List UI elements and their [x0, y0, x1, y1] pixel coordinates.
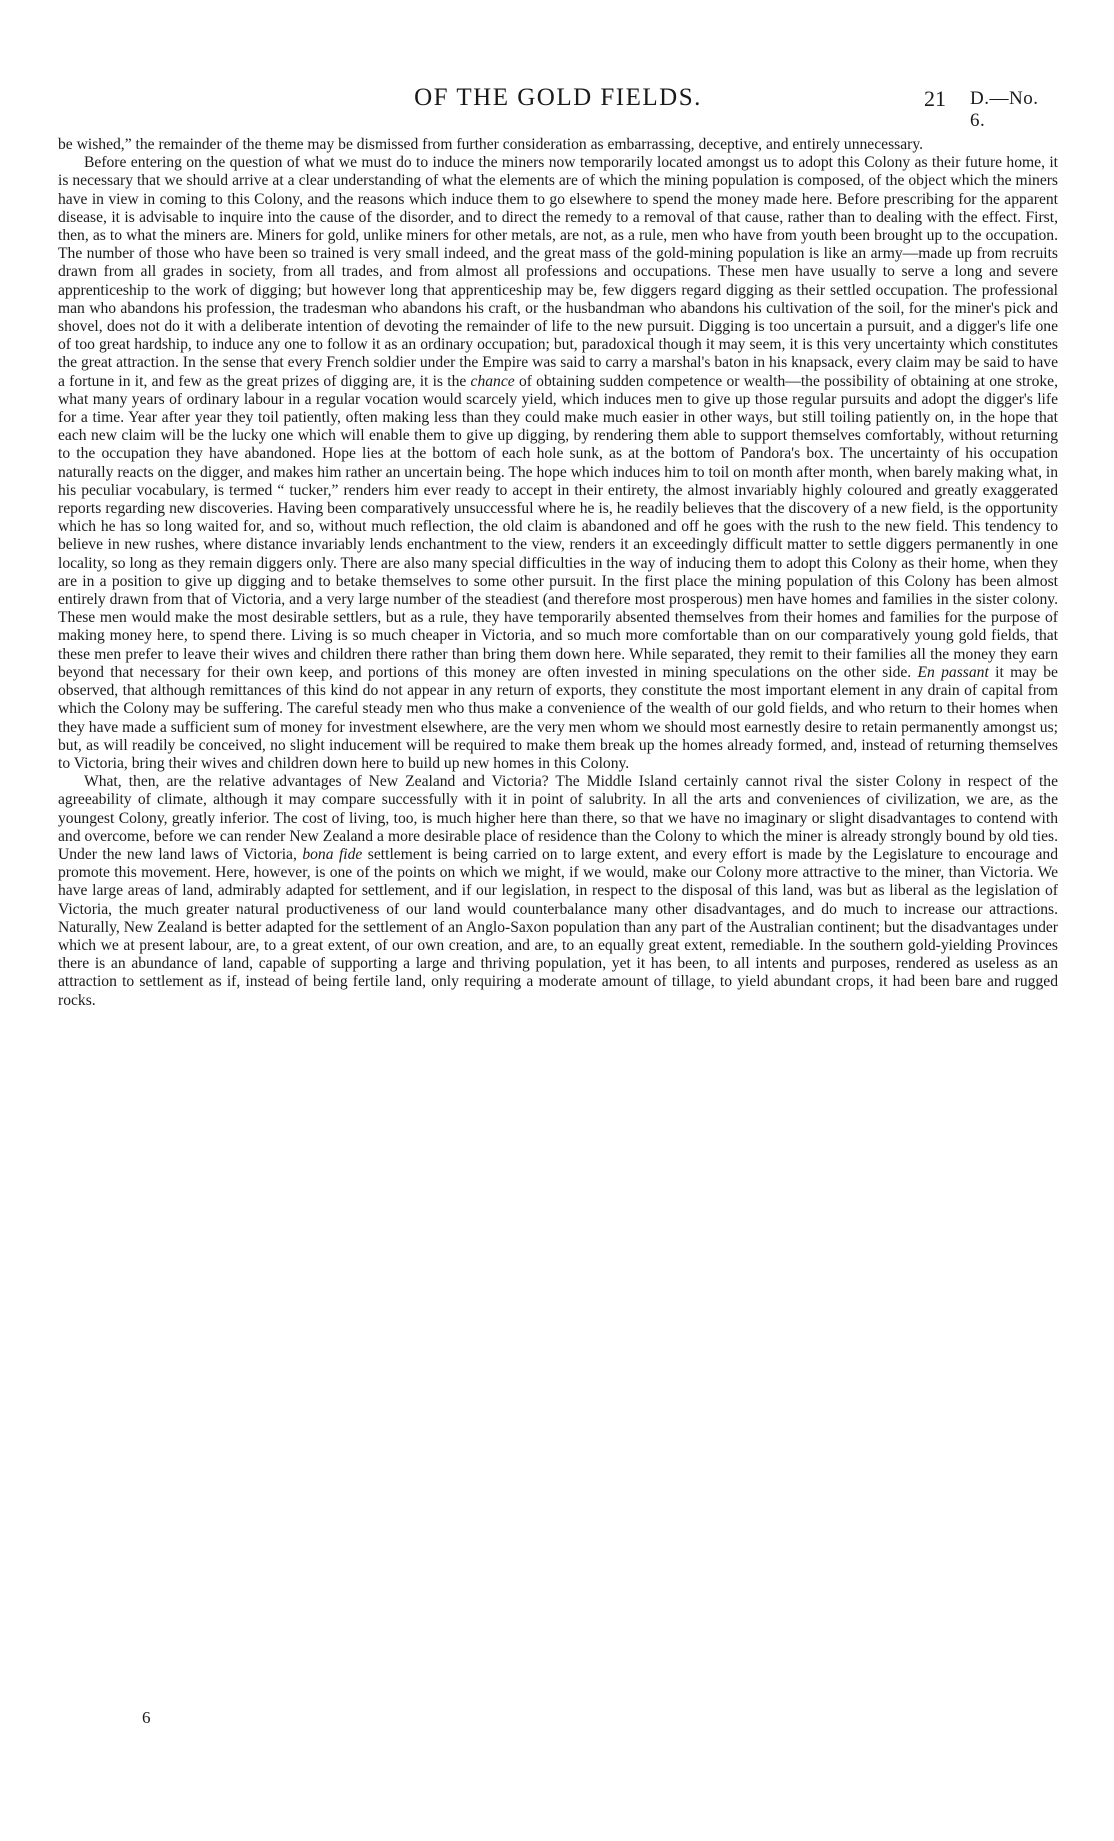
body-text	[58, 136, 1058, 1010]
text-run: settlement is being carried on to large extent, and every effort is made by the Legislature to encourage and promote this movement. Here, however, is one of the points on which we might, if we would, make our Colony more attractive to the miner, than Victoria. We have large areas of land, admirably adapted for settlement, and if our legislation, in respect to the disposal of this land, was but as liberal as the legislation of Victoria, the much greater natural productiveness of our land would counterbalance many other disadvantages, and do much to increase our attractions. Naturally, New Zealand is better adapted for the settlement of an Anglo-Saxon population than any part of the Australian continent; but the disadvantages under which we at present labour, are, to a great extent, of our own creation, and are, to an equally great extent, remediable. In the southern gold-yielding Provinces there is an abundance of land, capable of supporting a large and thriving population, yet it has been, to all intents and purposes, rendered as useless as an attraction to settlement as if, instead of being fertile land, only requiring a moderate amount of tillage, to yield abundant crops, it had been bare and rugged rocks.	[58, 845, 1058, 1009]
text-run: it may be observed, that although remittances of this kind do not appear in any return of exports, they constitute the most important element in any drain of capital from which the Colony may be suffering. The careful steady men who thus make a convenience of the wealth of our gold fields, and who return to their homes when they have made a sufficient sum of money for investment elsewhere, are the very men whom we should most earnestly desire to retain permanently amongst us; but, as will readily be conceived, no slight inducement will be required to make them break up the homes already formed, and, instead of returning themselves to Victoria, bring their wives and children down here to build up new homes in this Colony.	[58, 663, 1058, 772]
signature-mark: 6	[142, 1708, 151, 1727]
paragraph	[58, 136, 1058, 154]
text-run: Before entering on the question of what we must do to induce the miners now temporarily located amongst us to adopt this Colony as their future home, it is necessary that we should arrive at a clear understanding of what the elements are of which the mining population is composed, of the object which the miners have in view in coming to this Colony, and the reasons which induce them to go elsewhere to spend the money made here. Before prescribing for the apparent disease, it is advisable to inquire into the cause of the disorder, and to direct the remedy to a removal of that cause, rather than to dealing with the effect. First, then, as to what the miners are. Miners for gold, unlike miners for other metals, are not, as a rule, men who have from youth been brought up to the occupation. The number of those who have been so trained is very small indeed, and the great mass of the gold-mining population is like an army—made up from recruits drawn from all grades in society, from all trades, and from almost all professions and occupations. These men have usually to serve a long and severe apprenticeship to the work of digging; but however long that apprenticeship may be, few diggers regard digging as their settled occupation. The professional man who abandons his profession, the tradesman who abandons his craft, or the husbandman who abandons his cultivation of the soil, for the miner's pick and shovel, does not do it with a deliberate intention of devoting the remainder of life to the new pursuit. Digging is too uncertain a pursuit, and a digger's life one of too great hardship, to induce any one to follow it as an ordinary occupation; but, paradoxical though it may seem, it is this very uncertainty which constitutes the great attraction. In the sense that every French soldier under the Empire was said to carry a marshal's baton in his knapsack, every claim may be said to have a fortune in it, and few as the great prizes of digging are, it is the	[58, 154, 1058, 390]
paper-reference: D.—No. 6.	[970, 88, 1039, 131]
italic-phrase: bona fide	[302, 845, 363, 863]
paragraph	[58, 154, 1058, 773]
italic-phrase: chance	[470, 372, 515, 390]
paragraph	[58, 773, 1058, 1010]
page-header	[58, 84, 1058, 131]
page-number: 21	[924, 86, 946, 111]
italic-phrase: En passant	[917, 663, 989, 681]
text-run: What, then, are the relative advantages of New Zealand and Victoria? The Middle Island certainly cannot rival the sister Colony in respect of the agreeability of climate, although it may compare successfully with it in point of salubrity. In all the arts and conveniences of civilization, we are, as the youngest Colony, greatly inferior. The cost of living, too, is much higher here than there, so that we have no imaginary or slight disadvantages to contend with and overcome, before we can render New Zealand a more desirable place of residence than the Colony to which the miner is already strongly bound by old ties. Under the new land laws of Victoria,	[58, 773, 1058, 863]
running-title: OF THE GOLD FIELDS.	[414, 84, 702, 111]
text-run: be wished,” the remainder of the theme may be dismissed from further consideration as embarrassing, deceptive, and entirely unnecessary.	[58, 136, 924, 153]
text-run: of obtaining sudden competence or wealth—the possibility of obtaining at one stroke, what many years of ordinary labour in a regular vocation would scarcely yield, which induces men to give up those regular pursuits and adopt the digger's life for a time. Year after year they toil patiently, often making less than they could make much easier in other ways, but still toiling patiently on, in the hope that each new claim will be the lucky one which will enable them to give up digging, by rendering them able to support themselves comfortably, without returning to the occupation they have abandoned. Hope lies at the bottom of each hole sunk, as at the bottom of Pandora's box. The uncertainty of his occupation naturally reacts on the digger, and makes him rather an uncertain being. The hope which induces him to toil on month after month, when barely making what, in his peculiar vocabulary, is termed “ tucker,” renders him ever ready to accept in their entirety, the almost invariably highly coloured and greatly exaggerated reports regarding new discoveries. Having been comparatively unsuccessful where he is, he readily believes that the discovery of a new field, is the opportunity which he has so long waited for, and so, without much reflection, the old claim is abandoned and off he goes with the rush to the new field. This tendency to believe in new rushes, where distance invariably lends enchantment to the view, renders it an exceedingly difficult matter to settle diggers permanently in one locality, so long as they remain diggers only. There are also many special difficulties in the way of inducing them to adopt this Colony as their home, when they are in a position to give up digging and to betake themselves to some other pursuit. In the first place the mining population of this Colony has been almost entirely drawn from that of Victoria, and a very large number of the steadiest (and therefore most prosperous) men have homes and families in the sister colony. These men would make the most desirable settlers, but as a rule, they have temporarily absented themselves from their homes and families for the purpose of making money here, to spend there. Living is so much cheaper in Victoria, and so much more comfortable than on our comparatively young gold fields, that these men prefer to leave their wives and children there rather than bring them down here. While separated, they remit to their families all the money they earn beyond that necessary for their own keep, and portions of this money are often invested in mining speculations on the other side.	[58, 372, 1058, 681]
